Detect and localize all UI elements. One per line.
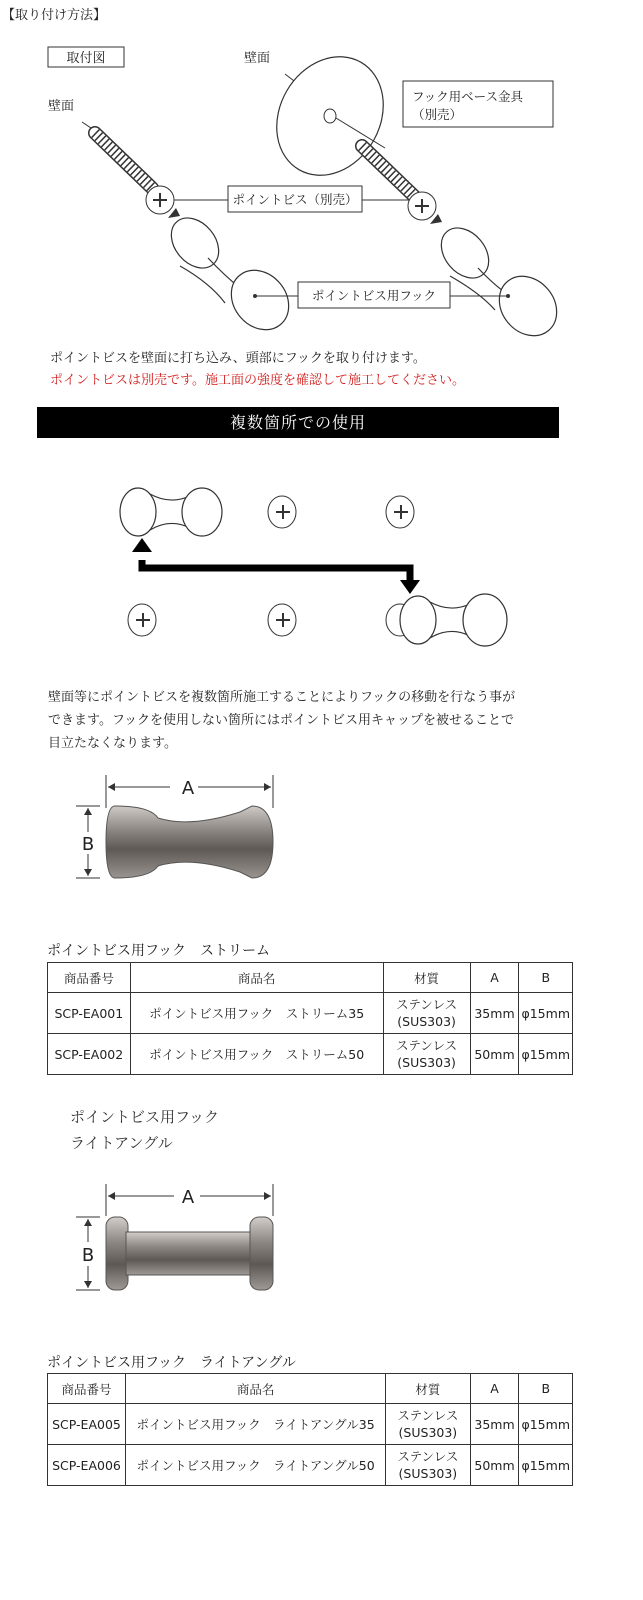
table-cell: φ15mm [519,1034,573,1075]
base-label-line1: フック用ベース金具 [412,89,524,104]
table-cell: φ15mm [519,1445,573,1486]
table-cell: SCP-EA006 [48,1445,126,1486]
col-header-b: B [519,963,573,993]
hook-label: ポイントビス用フック [311,288,437,303]
dim-a-label: A [181,778,195,799]
section-band: 複数箇所での使用 [37,407,559,438]
screw-head-icon [268,604,296,636]
screw-label: ポイントビス（別売） [232,192,358,207]
base-label-line2: （別売） [412,107,463,122]
left-screw-icon [95,133,174,214]
col-header-material: 材質 [383,963,470,993]
table-cell: ポイントビス用フック ストリーム50 [130,1034,383,1075]
table-cell: SCP-EA002 [48,1034,131,1075]
stream-hook-photo [106,806,273,878]
move-arrow-icon [132,538,420,594]
install-warning: ポイントビスは別売です。施工面の強度を確認して施工してください。 [50,373,465,388]
table-cell: ステンレス (SUS303) [383,993,470,1034]
lightangle-spec-table [47,1373,573,1486]
table-cell: φ15mm [519,993,573,1034]
col-header-name: 商品名 [130,963,383,993]
col-header-b: B [519,1374,573,1404]
diagram-caption: 取付図 [66,51,106,66]
col-header-code: 商品番号 [48,1374,126,1404]
table-cell: ステンレス (SUS303) [386,1445,470,1486]
table-row [48,993,573,1034]
multi-use-description: 壁面等にポイントビスを複数箇所施工することによりフックの移動を行なう事が できます。フックを使用しない箇所にはポイントビス用キャップを被せることで 目立たなくなります。 [48,690,516,751]
stream-dimension-figure [70,770,290,890]
dim-b-label: B [81,834,95,855]
dim-b-label: B [81,1245,95,1266]
table-cell: 50mm [470,1445,519,1486]
installation-diagram [40,38,600,343]
hook-top-left-icon [120,488,222,536]
table-header-row [48,1374,573,1404]
table-row [48,1034,573,1075]
table-cell: ステンレス (SUS303) [383,1034,470,1075]
wall-label-left: 壁面 [48,99,75,114]
right-hook-icon [432,219,569,343]
dim-a-label: A [181,1187,195,1208]
col-header-a: A [470,963,519,993]
table-cell: ポイントビス用フック ストリーム35 [130,993,383,1034]
table-cell: 35mm [470,1404,519,1445]
table-cell: ポイントビス用フック ライトアングル50 [126,1445,386,1486]
table-row [48,1445,573,1486]
lightangle-heading-line2: ライトアングル [70,1134,173,1152]
table-cell: 50mm [470,1034,519,1075]
col-header-code: 商品番号 [48,963,131,993]
screw-head-icon [128,604,156,636]
left-hook-icon [162,209,301,342]
multi-use-diagram [110,470,530,655]
install-note: ポイントビスを壁面に打ち込み、頭部にフックを取り付けます。 [50,351,426,366]
table-cell: ポイントビス用フック ライトアングル35 [126,1404,386,1445]
lightangle-hook-photo [106,1217,273,1290]
table-cell: 35mm [470,993,519,1034]
table-cell: φ15mm [519,1404,573,1445]
col-header-a: A [470,1374,519,1404]
stream-spec-table [47,962,573,1075]
col-header-name: 商品名 [126,1374,386,1404]
table-cell: ステンレス (SUS303) [386,1404,470,1445]
wall-label-right: 壁面 [244,51,271,66]
lightangle-heading-line1: ポイントビス用フック [70,1108,219,1126]
table-row [48,1404,573,1445]
table-cell: SCP-EA001 [48,993,131,1034]
screw-head-icon [386,496,414,528]
table-cell: SCP-EA005 [48,1404,126,1445]
table-header-row [48,963,573,993]
screw-head-icon [268,496,296,528]
page-title: 【取り付け方法】 [2,8,107,23]
right-screw-icon [362,146,436,220]
col-header-material: 材質 [386,1374,470,1404]
stream-table-title: ポイントビス用フック ストリーム [47,943,271,959]
lightangle-table-title: ポイントビス用フック ライトアングル [47,1355,296,1371]
lightangle-dimension-figure [70,1180,290,1300]
hook-bottom-right-icon [386,594,507,646]
